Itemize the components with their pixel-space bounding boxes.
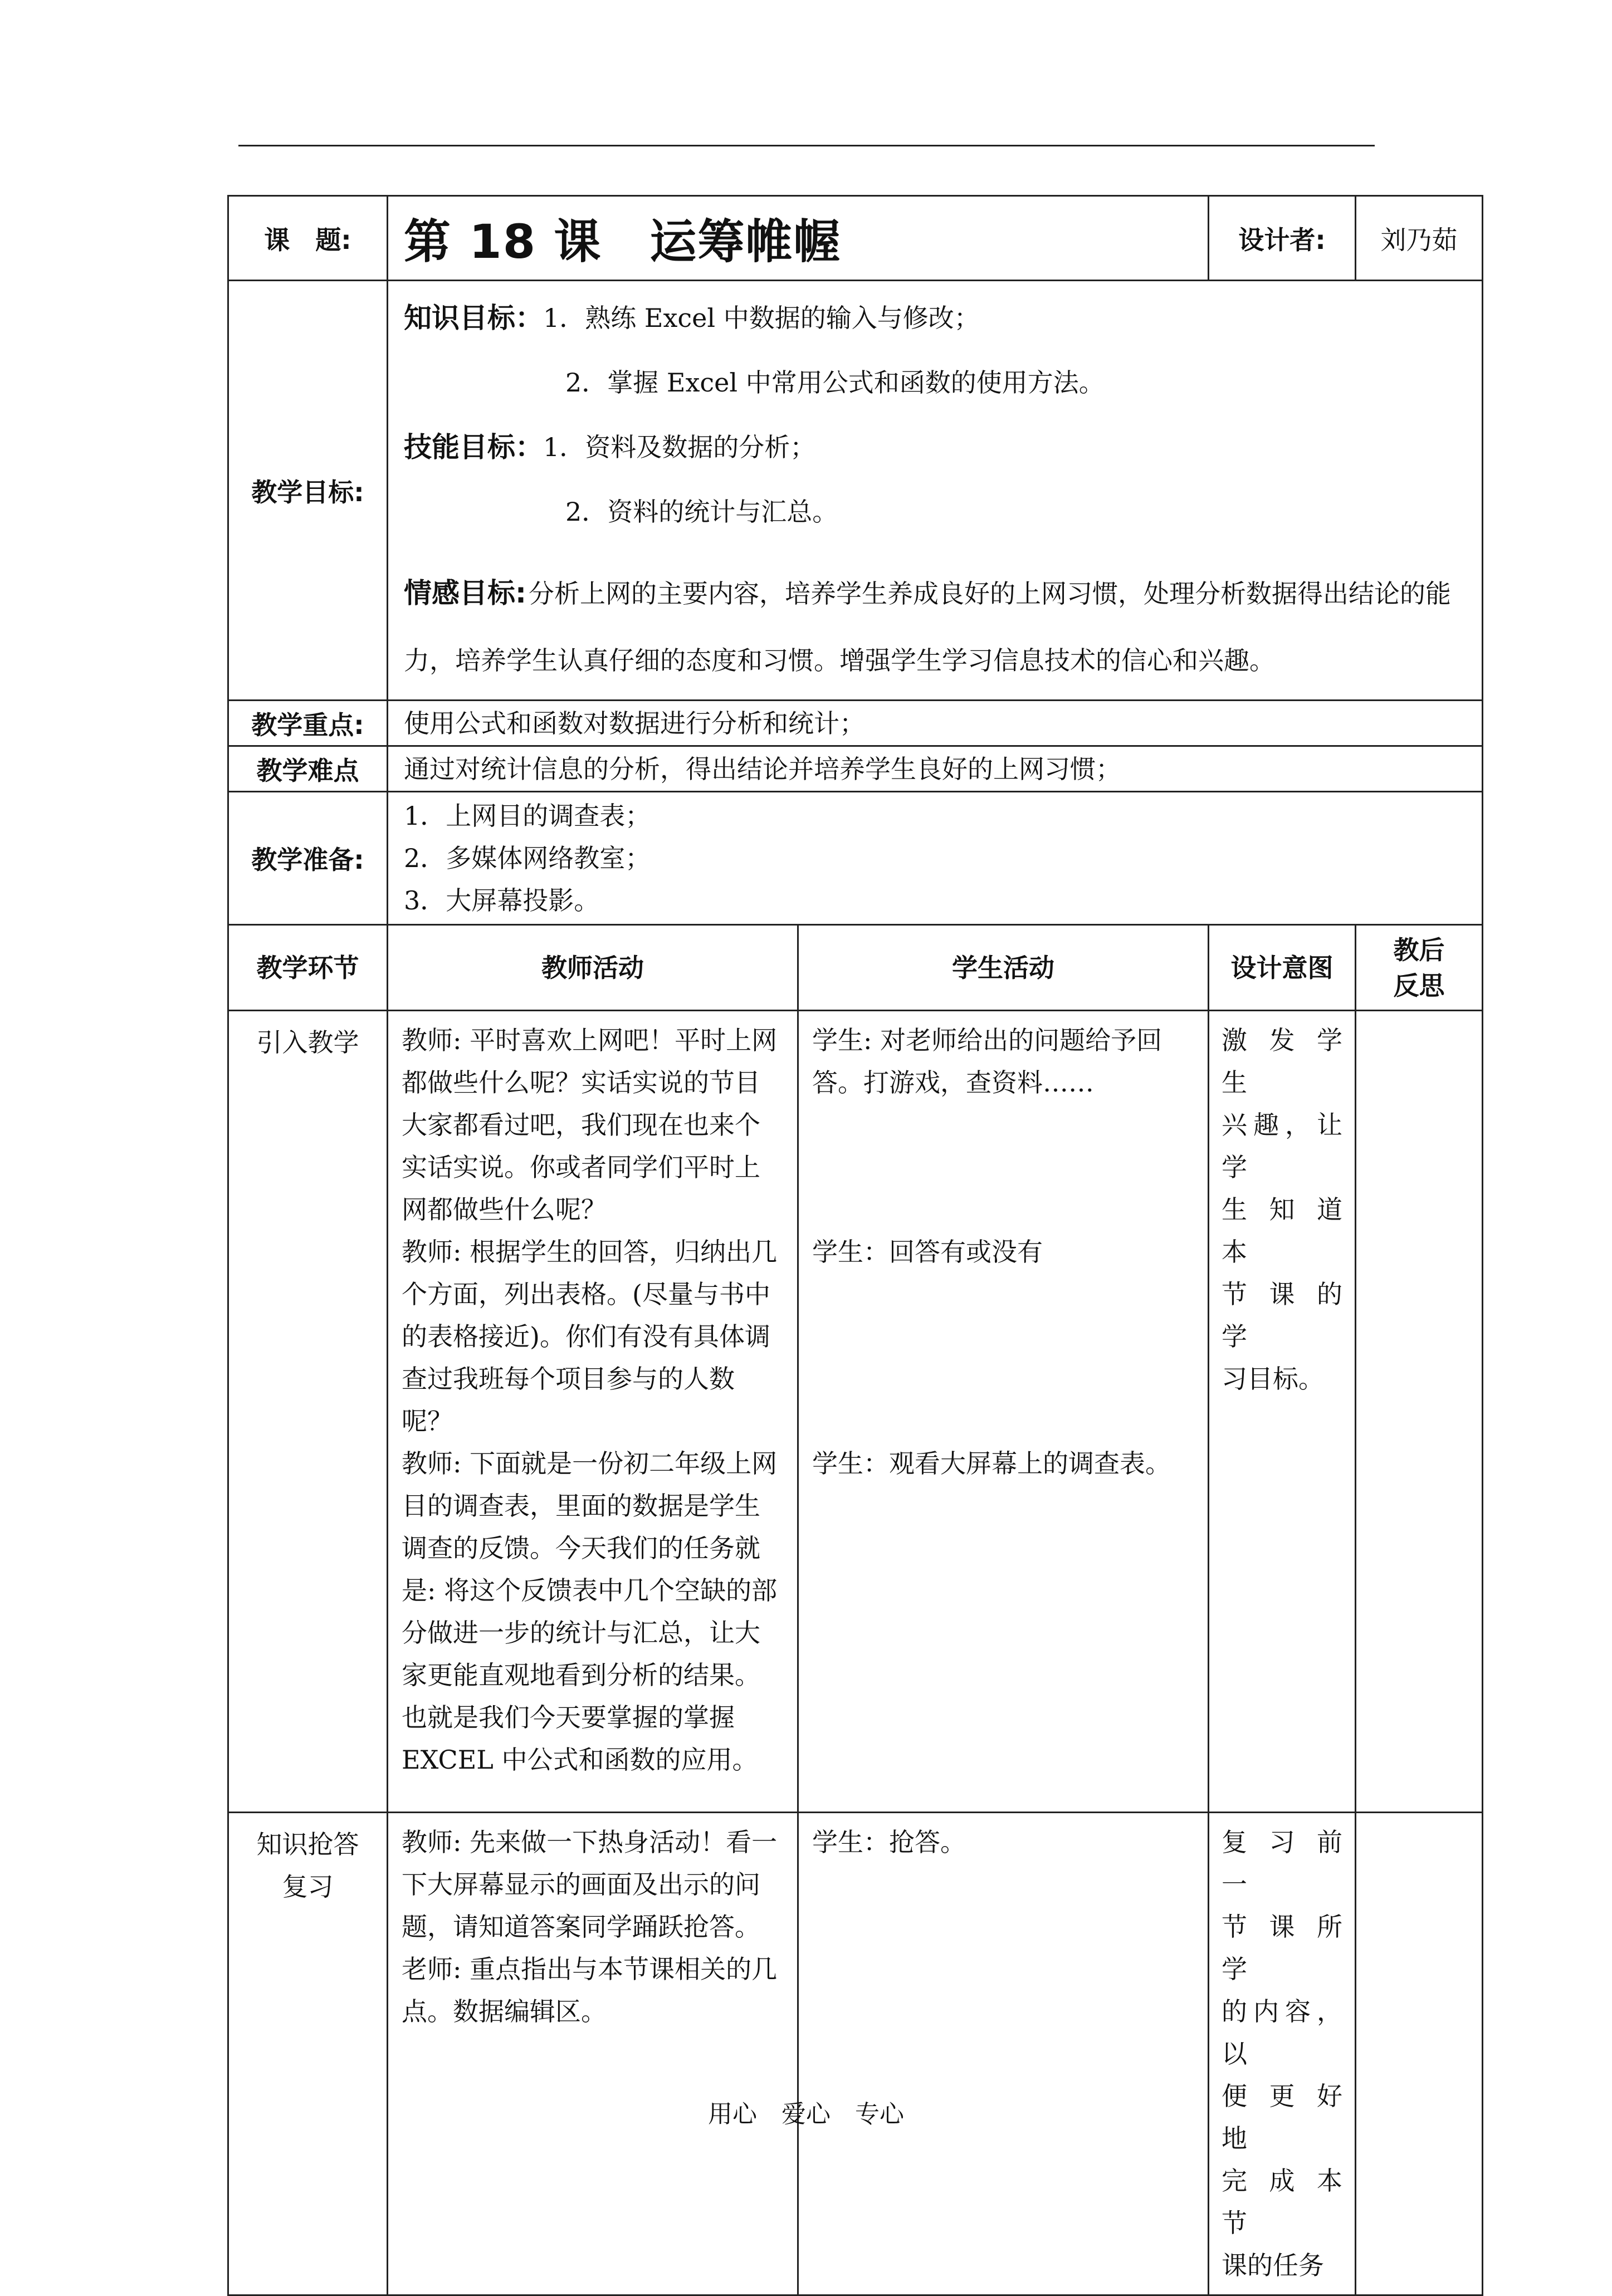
objectives-label: 教学目标: bbox=[228, 281, 388, 701]
knowledge-goal-second bbox=[404, 366, 1468, 430]
teacher-paragraph: 教师: 下面就是一份初二年级上网目的调查表，里面的数据是学生调查的反馈。今天我们的任务就是: 将这个反馈表中几个空缺的部分做进一步的统计与汇总，让大家更能直观地看到分析的结果。也就是我们今天要掌握的掌握 EXCEL 中公式和函数的应用。 bbox=[402, 1448, 778, 1775]
lesson-title: 第 18 课 运筹帷幄 bbox=[388, 196, 1209, 281]
column-header-teacher: 教师活动 bbox=[388, 925, 798, 1011]
knowledge-goal-1: 1．熟练 Excel 中数据的输入与修改； bbox=[543, 303, 980, 333]
skill-goal-head: 技能目标： bbox=[404, 431, 543, 463]
column-header-reflection bbox=[1356, 925, 1483, 1011]
topic-label: 课 题: bbox=[228, 196, 388, 281]
table-row bbox=[228, 1813, 1483, 2295]
student-paragraph: 学生：观看大屏幕上的调查表。 bbox=[812, 1448, 1171, 1479]
stage-line: 复习 bbox=[282, 1872, 334, 1902]
student-paragraph: 学生: 对老师给出的问题给予回答。打游戏，查资料…… bbox=[812, 1025, 1162, 1098]
header-rule bbox=[238, 145, 1375, 146]
list-item: 1．上网目的调查表； bbox=[404, 801, 651, 831]
student-paragraph: 学生：抢答。 bbox=[812, 1827, 966, 1857]
spacer bbox=[812, 1104, 1194, 1231]
teacher-paragraph: 教师: 先来做一下热身活动！看一下大屏幕显示的画面及出示的问题，请知道答案同学踊跃抢答。 bbox=[402, 1827, 778, 1942]
list-item: 3．大屏幕投影。 bbox=[404, 885, 600, 916]
column-header-stage: 教学环节 bbox=[228, 925, 388, 1011]
skill-goal bbox=[404, 430, 1468, 495]
student-activity-cell bbox=[798, 1011, 1209, 1813]
spacer bbox=[812, 1273, 1194, 1442]
key-point-text: 使用公式和函数对数据进行分析和统计； bbox=[388, 701, 1483, 746]
knowledge-goal-2: 2．掌握 Excel 中常用公式和函数的使用方法。 bbox=[565, 368, 1105, 398]
preparation-row bbox=[228, 792, 1483, 925]
intent-cell bbox=[1209, 1011, 1356, 1813]
preparation-label: 教学准备: bbox=[228, 792, 388, 925]
difficulty-text: 通过对统计信息的分析，得出结论并培养学生良好的上网习惯； bbox=[388, 746, 1483, 792]
intent-line: 便 更 好 地 bbox=[1222, 2081, 1343, 2153]
difficulty-row bbox=[228, 746, 1483, 792]
key-point-label: 教学重点: bbox=[228, 701, 388, 746]
reflection-cell bbox=[1356, 1813, 1483, 2295]
teacher-paragraph: 教师: 根据学生的回答，归纳出几个方面，列出表格。(尽量与书中的表格接近)。你们有没有具体调查过我班每个项目参与的人数呢？ bbox=[402, 1237, 778, 1436]
title-row bbox=[228, 196, 1483, 281]
stage-line: 知识抢答 bbox=[256, 1829, 359, 1859]
knowledge-goal-head: 知识目标： bbox=[404, 302, 543, 334]
intent-line: 激 发 学 生 bbox=[1222, 1025, 1343, 1098]
column-header-student: 学生活动 bbox=[798, 925, 1209, 1011]
emotion-goal bbox=[404, 560, 1468, 694]
lesson-plan-table bbox=[227, 195, 1483, 2296]
column-header-intent: 设计意图 bbox=[1209, 925, 1356, 1011]
difficulty-label: 教学难点 bbox=[228, 746, 388, 792]
skill-goal-2: 2．资料的统计与汇总。 bbox=[565, 497, 838, 527]
intent-line: 生 知 道 本 bbox=[1222, 1194, 1343, 1267]
teacher-activity-cell bbox=[388, 1011, 798, 1813]
intent-line: 课的任务 bbox=[1222, 2250, 1325, 2280]
intent-line: 完 成 本 节 bbox=[1222, 2166, 1343, 2238]
column-header-reflection-line-2: 反思 bbox=[1393, 970, 1445, 1001]
objectives-row bbox=[228, 281, 1483, 701]
student-paragraph: 学生：回答有或没有 bbox=[812, 1237, 1043, 1267]
intent-cell bbox=[1209, 1813, 1356, 2295]
emotion-goal-head: 情感目标: bbox=[404, 577, 526, 609]
reflection-cell bbox=[1356, 1011, 1483, 1813]
teacher-paragraph: 教师: 平时喜欢上网吧！平时上网都做些什么呢？实话实说的节目大家都看过吧，我们现在也来个实话实说。你或者同学们平时上网都做些什么呢？ bbox=[402, 1025, 778, 1225]
teacher-paragraph: 老师: 重点指出与本节课相关的几点。数据编辑区。 bbox=[402, 1954, 778, 2026]
skill-goal-second bbox=[404, 495, 1468, 560]
intent-line: 节 课 的 学 bbox=[1222, 1279, 1343, 1352]
intent-line: 习目标。 bbox=[1222, 1364, 1325, 1394]
key-point-row bbox=[228, 701, 1483, 746]
page-footer: 用心 爱心 专心 bbox=[708, 2100, 904, 2128]
emotion-goal-text: 分析上网的主要内容，培养学生养成良好的上网习惯，处理分析数据得出结论的能力，培养学生认真仔细的态度和习惯。增强学生学习信息技术的信心和兴趣。 bbox=[404, 579, 1451, 675]
intent-line: 兴趣，让学 bbox=[1222, 1110, 1343, 1182]
designer-name: 刘乃茹 bbox=[1356, 196, 1483, 281]
skill-goal-1: 1．资料及数据的分析； bbox=[543, 432, 816, 462]
column-header-row bbox=[228, 925, 1483, 1011]
teacher-activity-cell bbox=[388, 1813, 798, 2295]
table-row bbox=[228, 1011, 1483, 1813]
intent-line: 复 习 前 一 bbox=[1222, 1827, 1343, 1900]
intent-line: 节 课 所 学 bbox=[1222, 1912, 1343, 1984]
preparation-list bbox=[388, 792, 1483, 925]
intent-line: 的内容，以 bbox=[1222, 1996, 1343, 2069]
designer-label: 设计者: bbox=[1209, 196, 1356, 281]
student-activity-cell bbox=[798, 1813, 1209, 2295]
stage-cell bbox=[228, 1813, 388, 2295]
knowledge-goal bbox=[404, 301, 1468, 366]
list-item: 2．多媒体网络教室； bbox=[404, 843, 651, 873]
stage-cell: 引入教学 bbox=[228, 1011, 388, 1813]
objectives-content bbox=[388, 281, 1483, 701]
column-header-reflection-line-1: 教后 bbox=[1393, 934, 1445, 965]
